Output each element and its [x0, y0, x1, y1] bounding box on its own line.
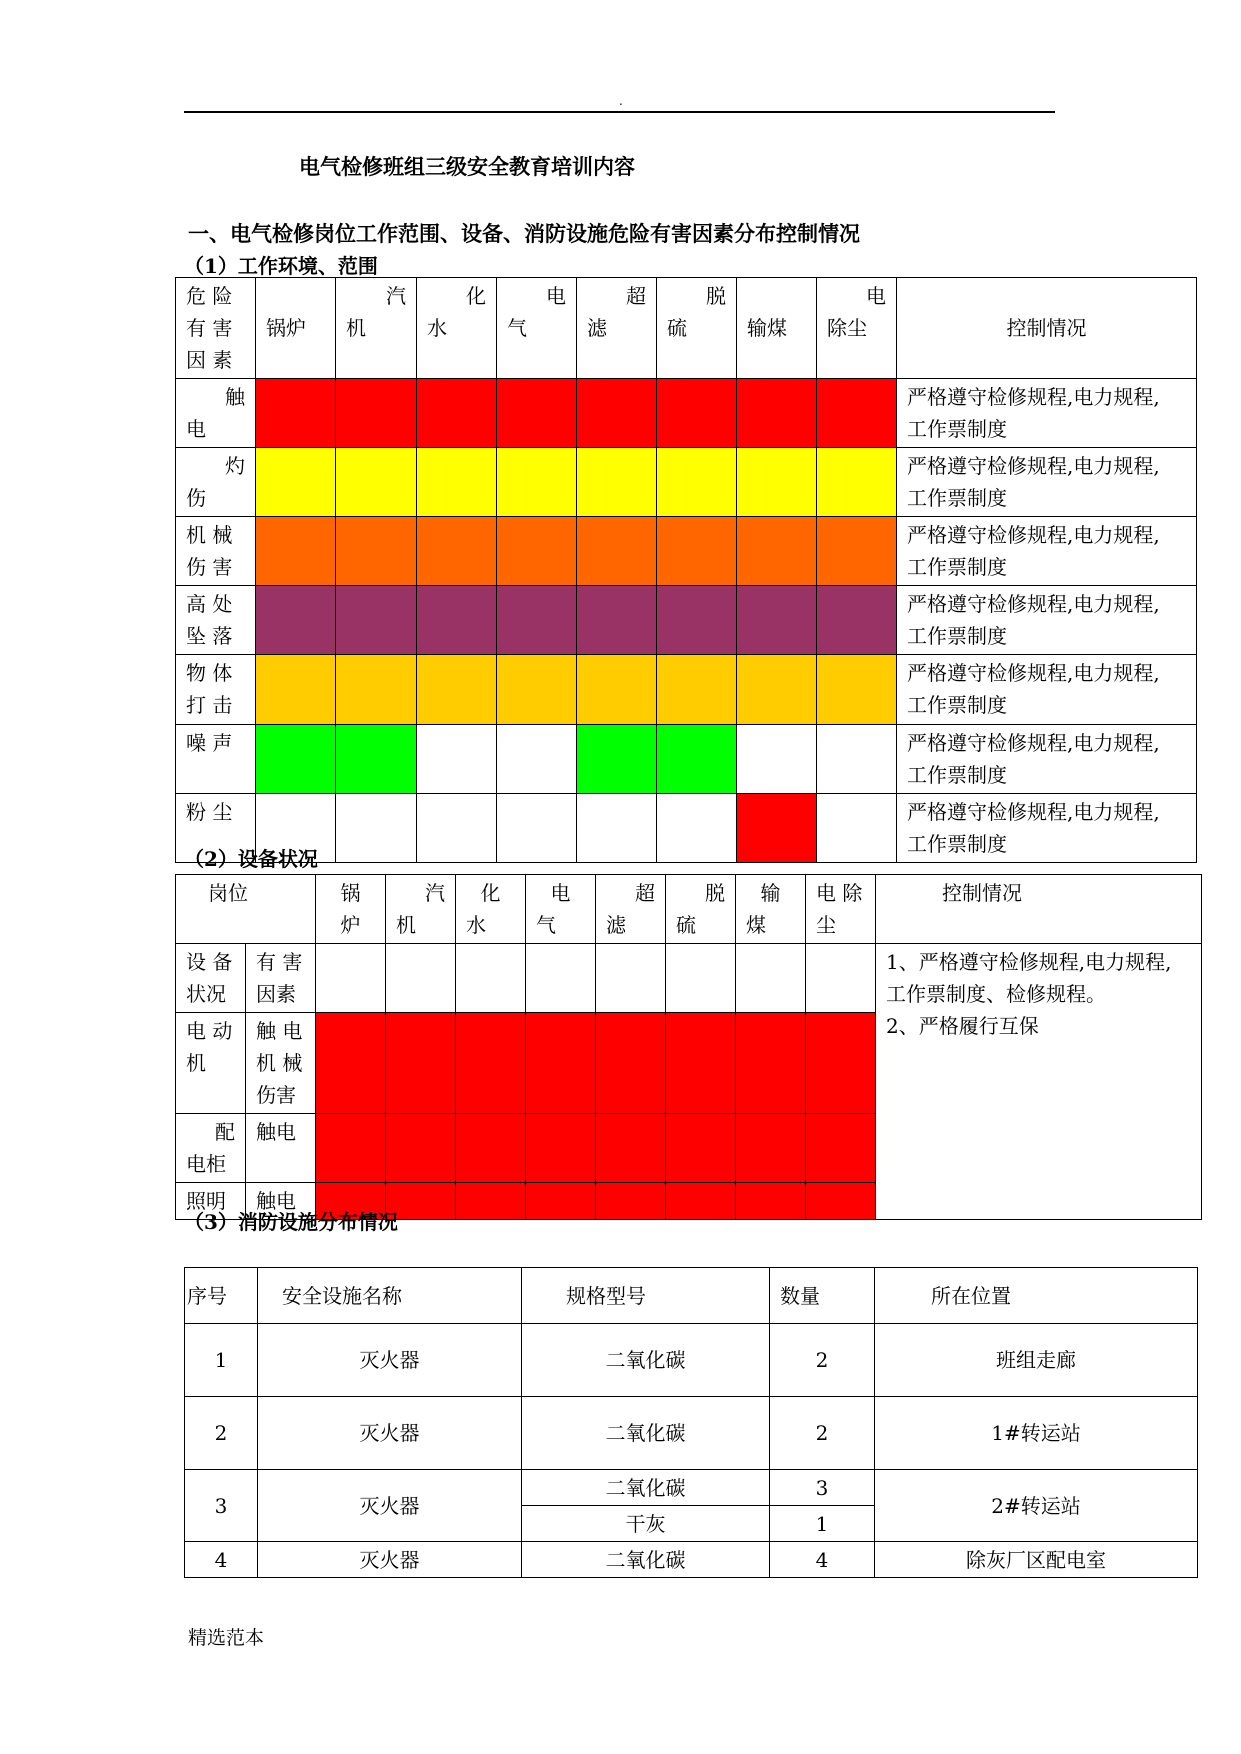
hazard-cell — [256, 725, 336, 794]
equip-cell — [526, 944, 596, 1013]
header-dot: . — [619, 94, 623, 108]
hazard-cell — [256, 586, 336, 655]
ctrl-cell: 严格遵守检修规程,电力规程, 工作票制度 — [897, 586, 1197, 655]
hazard-cell — [817, 517, 897, 586]
hazard-label: 高 处 坠 落 — [176, 586, 256, 655]
hazard-cell — [336, 725, 417, 794]
fire-spec: 二氧化碳 — [522, 1324, 770, 1397]
equip-cell — [736, 1183, 806, 1220]
equipment-row — [176, 944, 1202, 1013]
fire-row — [185, 1324, 1198, 1397]
hazard-row — [176, 794, 1197, 863]
fire-loc: 2#转运站 — [875, 1470, 1198, 1542]
hazard-cell — [657, 794, 737, 863]
col-header: 汽 机 — [336, 278, 417, 379]
hazard-cell — [336, 517, 417, 586]
corner-line: 危 险 — [186, 284, 233, 308]
ctrl-cell: 严格遵守检修规程,电力规程, 工作票制度 — [897, 517, 1197, 586]
hazard-cell — [256, 379, 336, 448]
hazard-corner-cell — [176, 278, 256, 379]
row-label: 设 备 状况 — [176, 944, 246, 1013]
ctrl-cell: 严格遵守检修规程,电力规程, 工作票制度 — [897, 448, 1197, 517]
equip-cell — [386, 1114, 456, 1183]
hazard-cell — [737, 586, 817, 655]
fire-col-header: 规格型号 — [522, 1268, 770, 1324]
equip-cell — [526, 1114, 596, 1183]
equip-cell — [386, 944, 456, 1013]
hazard-cell — [256, 448, 336, 517]
hazard-cell — [817, 725, 897, 794]
hazard-cell — [577, 725, 657, 794]
row-label: 配 电柜 — [176, 1114, 246, 1183]
post-header: 岗位 — [176, 875, 316, 944]
hazard-cell — [737, 448, 817, 517]
col-header: 电 气 — [526, 875, 596, 944]
hazard-cell — [417, 794, 497, 863]
fire-col-header: 数量 — [770, 1268, 875, 1324]
row-label: 触电 — [246, 1183, 316, 1220]
ctrl-header: 控制情况 — [897, 278, 1197, 379]
hazard-label: 粉 尘 — [176, 794, 256, 863]
subheading-equipment: （2）设备状况 — [184, 847, 318, 871]
equip-cell — [526, 1013, 596, 1114]
hazard-cell — [417, 725, 497, 794]
col-header: 脱 硫 — [666, 875, 736, 944]
hazard-cell — [417, 448, 497, 517]
hazard-cell — [336, 379, 417, 448]
hazard-cell — [817, 586, 897, 655]
hazard-cell — [497, 379, 577, 448]
hazard-cell — [657, 586, 737, 655]
equip-cell — [386, 1013, 456, 1114]
col-header: 输 煤 — [736, 875, 806, 944]
fire-name: 灭火器 — [258, 1470, 522, 1542]
hazard-row — [176, 448, 1197, 517]
equip-cell — [316, 944, 386, 1013]
fire-spec: 二氧化碳 — [522, 1470, 770, 1506]
fire-qty: 2 — [770, 1397, 875, 1470]
hazard-row — [176, 725, 1197, 794]
row-label: 触 电 机 械 伤害 — [246, 1013, 316, 1114]
hazard-cell — [817, 379, 897, 448]
equip-cell — [596, 1013, 666, 1114]
ctrl-cell: 严格遵守检修规程,电力规程, 工作票制度 — [897, 794, 1197, 863]
hazard-cell — [497, 517, 577, 586]
col-header: 超 滤 — [596, 875, 666, 944]
equip-cell — [596, 1114, 666, 1183]
corner-line: 因 素 — [186, 348, 233, 372]
equip-cell — [526, 1183, 596, 1220]
hazard-cell — [336, 655, 417, 725]
equip-cell — [666, 1183, 736, 1220]
hazard-row — [176, 379, 1197, 448]
fire-col-header: 所在位置 — [875, 1268, 1198, 1324]
fire-qty: 3 — [770, 1470, 875, 1506]
doc-title: 电气检修班组三级安全教育培训内容 — [299, 154, 635, 179]
col-header: 汽 机 — [386, 875, 456, 944]
equip-cell — [596, 1183, 666, 1220]
fire-loc: 1#转运站 — [875, 1397, 1198, 1470]
fire-header-row — [185, 1268, 1198, 1324]
subheading-fire: （3）消防设施分布情况 — [184, 1210, 398, 1234]
fire-facility-table — [184, 1267, 1198, 1578]
hazard-label: 灼 伤 — [176, 448, 256, 517]
col-header: 锅炉 — [256, 278, 336, 379]
hazard-cell — [737, 655, 817, 725]
fire-qty: 1 — [770, 1506, 875, 1542]
hazard-label: 噪 声 — [176, 725, 256, 794]
ctrl-cell: 严格遵守检修规程,电力规程, 工作票制度 — [897, 725, 1197, 794]
col-header: 输煤 — [737, 278, 817, 379]
col-header: 脱 硫 — [657, 278, 737, 379]
hazard-cell — [497, 448, 577, 517]
equip-cell — [736, 1013, 806, 1114]
hazard-cell — [657, 655, 737, 725]
fire-no: 1 — [185, 1324, 258, 1397]
hazard-cell — [256, 655, 336, 725]
hazard-cell — [657, 448, 737, 517]
hazard-cell — [417, 379, 497, 448]
hazard-row — [176, 517, 1197, 586]
equip-cell — [666, 1013, 736, 1114]
equip-cell — [806, 1114, 876, 1183]
fire-loc: 班组走廊 — [875, 1324, 1198, 1397]
hazard-cell — [577, 794, 657, 863]
hazard-cell — [737, 725, 817, 794]
equip-cell — [806, 944, 876, 1013]
hazard-row — [176, 655, 1197, 725]
hazard-table — [175, 277, 1197, 863]
hazard-cell — [417, 586, 497, 655]
equip-cell — [456, 1183, 526, 1220]
equip-cell — [666, 944, 736, 1013]
hazard-cell — [336, 448, 417, 517]
equipment-header-row — [176, 875, 1202, 944]
row-label: 电 动 机 — [176, 1013, 246, 1114]
equip-cell — [456, 1013, 526, 1114]
row-label: 触电 — [246, 1114, 316, 1183]
hazard-cell — [737, 379, 817, 448]
fire-qty: 4 — [770, 1542, 875, 1578]
hazard-cell — [417, 655, 497, 725]
hazard-cell — [737, 517, 817, 586]
fire-loc: 除灰厂区配电室 — [875, 1542, 1198, 1578]
footer-text: 精选范本 — [188, 1627, 265, 1649]
fire-no: 3 — [185, 1470, 258, 1542]
equip-cell — [456, 1114, 526, 1183]
hazard-cell — [497, 655, 577, 725]
hazard-cell — [657, 379, 737, 448]
fire-col-header: 序号 — [185, 1268, 258, 1324]
col-header: 化 水 — [456, 875, 526, 944]
fire-col-header: 安全设施名称 — [258, 1268, 522, 1324]
corner-line: 有 害 — [186, 316, 233, 340]
row-label: 有 害 因素 — [246, 944, 316, 1013]
hazard-cell — [256, 517, 336, 586]
hazard-header-row — [176, 278, 1197, 379]
hazard-cell — [657, 517, 737, 586]
hazard-cell — [336, 794, 417, 863]
col-header: 化 水 — [417, 278, 497, 379]
col-header: 电 除 尘 — [806, 875, 876, 944]
section-heading: 一、电气检修岗位工作范围、设备、消防设施危险有害因素分布控制情况 — [188, 221, 860, 246]
equipment-table — [175, 874, 1202, 1220]
hazard-cell — [817, 448, 897, 517]
subheading-environment: （1）工作环境、范围 — [184, 254, 378, 278]
equip-cell — [596, 944, 666, 1013]
fire-no: 2 — [185, 1397, 258, 1470]
hazard-cell — [497, 794, 577, 863]
fire-row — [185, 1542, 1198, 1578]
hazard-label: 机 械 伤 害 — [176, 517, 256, 586]
hazard-cell — [657, 725, 737, 794]
ctrl-header: 控制情况 — [876, 875, 1202, 944]
hazard-cell — [336, 586, 417, 655]
fire-row — [185, 1397, 1198, 1470]
hazard-cell — [497, 725, 577, 794]
equip-cell — [806, 1183, 876, 1220]
hazard-cell — [817, 794, 897, 863]
fire-spec: 二氧化碳 — [522, 1542, 770, 1578]
col-header: 电 气 — [497, 278, 577, 379]
hazard-cell — [577, 586, 657, 655]
equip-cell — [806, 1013, 876, 1114]
equip-cell — [736, 944, 806, 1013]
hazard-label: 触 电 — [176, 379, 256, 448]
col-header: 超 滤 — [577, 278, 657, 379]
hazard-cell — [577, 517, 657, 586]
fire-name: 灭火器 — [258, 1542, 522, 1578]
equip-cell — [316, 1114, 386, 1183]
header-rule — [184, 111, 1055, 113]
equip-cell — [736, 1114, 806, 1183]
hazard-cell — [577, 655, 657, 725]
hazard-cell — [737, 794, 817, 863]
hazard-cell — [577, 379, 657, 448]
hazard-cell — [497, 586, 577, 655]
hazard-label: 物 体 打 击 — [176, 655, 256, 725]
fire-no: 4 — [185, 1542, 258, 1578]
fire-qty: 2 — [770, 1324, 875, 1397]
ctrl-cell: 严格遵守检修规程,电力规程, 工作票制度 — [897, 655, 1197, 725]
fire-row — [185, 1470, 1198, 1506]
ctrl-cell: 严格遵守检修规程,电力规程, 工作票制度 — [897, 379, 1197, 448]
equip-cell — [316, 1013, 386, 1114]
fire-name: 灭火器 — [258, 1397, 522, 1470]
fire-spec: 干灰 — [522, 1506, 770, 1542]
hazard-cell — [817, 655, 897, 725]
hazard-cell — [577, 448, 657, 517]
hazard-row — [176, 586, 1197, 655]
equip-cell — [666, 1114, 736, 1183]
row-label: 照明 — [176, 1183, 246, 1220]
fire-spec: 二氧化碳 — [522, 1397, 770, 1470]
equip-cell — [456, 944, 526, 1013]
col-header: 锅 炉 — [316, 875, 386, 944]
fire-name: 灭火器 — [258, 1324, 522, 1397]
hazard-cell — [417, 517, 497, 586]
ctrl-cell: 1、严格遵守检修规程,电力规程, 工作票制度、检修规程。 2、严格履行互保 — [876, 944, 1202, 1220]
col-header: 电 除尘 — [817, 278, 897, 379]
